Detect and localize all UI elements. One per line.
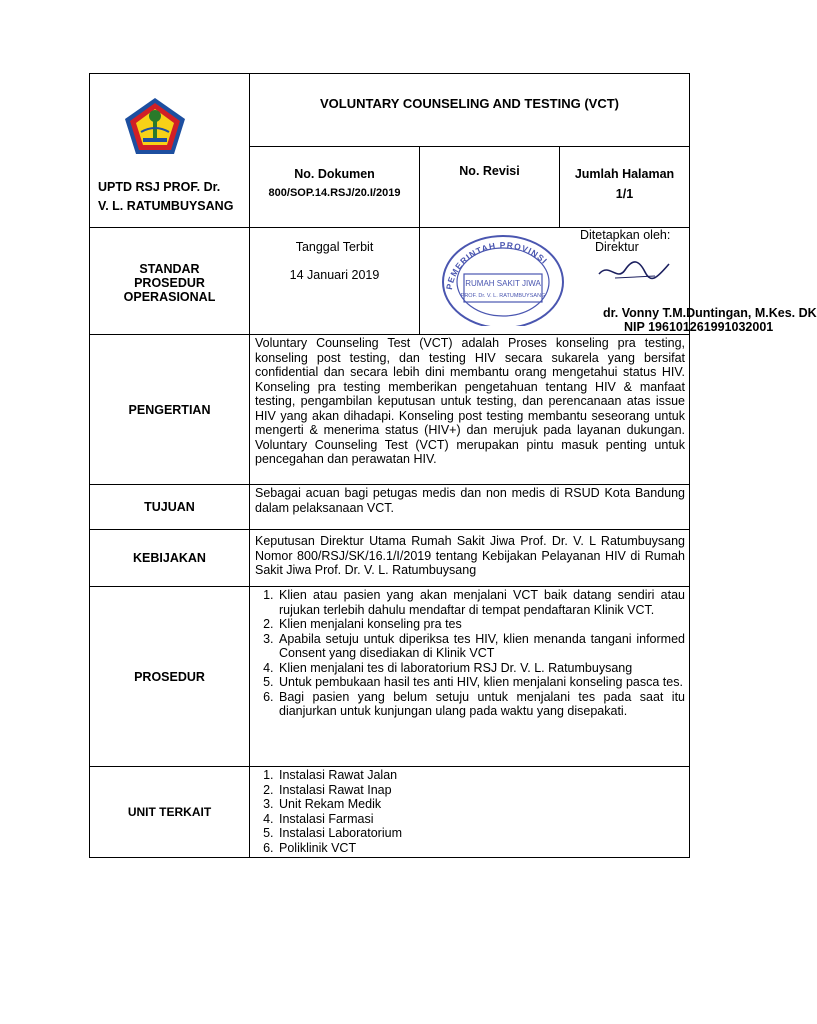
- sop-label-line1: STANDAR: [139, 262, 200, 276]
- document-title: VOLUNTARY COUNSELING AND TESTING (VCT): [320, 96, 619, 111]
- revision-label: No. Revisi: [459, 164, 520, 178]
- unit-item: 3. Unit Rekam Medik: [277, 797, 685, 812]
- hospital-logo: [123, 96, 187, 160]
- sop-label-line3: OPERASIONAL: [123, 290, 216, 304]
- unit-item: 4. Instalasi Farmasi: [277, 812, 685, 827]
- director-signature: [595, 256, 675, 286]
- prosedur-step: 2. Klien menjalani konseling pra tes: [277, 617, 685, 632]
- prosedur-step: 4. Klien menjalani tes di laboratorium RSJ Dr. V. L. Ratumbuysang: [277, 661, 685, 676]
- prosedur-label: PROSEDUR: [134, 669, 205, 684]
- sop-document: [89, 73, 817, 858]
- doc-no-value: 800/SOP.14.RSJ/20.I/2019: [268, 187, 401, 199]
- sop-table: [89, 73, 817, 858]
- prosedur-step: 1. Klien atau pasien yang akan menjalani VCT baik datang sendiri atau rujukan terlebih dahulu mendaftar di tempat pendaftaran Klinik VCT.: [277, 588, 685, 617]
- prosedur-list: [255, 588, 685, 719]
- pengertian-label: PENGERTIAN: [128, 402, 211, 417]
- unit-item: 1. Instalasi Rawat Jalan: [277, 768, 685, 783]
- prosedur-cell: [250, 587, 690, 767]
- institution-line2: V. L. RATUMBUYSANG: [98, 199, 234, 213]
- tujuan-label: TUJUAN: [144, 500, 195, 514]
- unit-terkait-label: UNIT TERKAIT: [127, 805, 212, 819]
- stamp-arc-text: PEMERINTAH PROVINSI: [443, 239, 550, 291]
- institution-line1: UPTD RSJ PROF. Dr.: [98, 180, 221, 194]
- issue-date: 14 Januari 2019: [289, 268, 380, 282]
- stamp-box-line1: RUMAH SAKIT JIWA: [465, 279, 541, 288]
- tujuan-label-cell: [90, 485, 250, 530]
- unit-cell: [250, 767, 690, 858]
- unit-item: 5. Instalasi Laboratorium: [277, 826, 685, 841]
- approval-cell: [420, 228, 817, 335]
- unit-label-cell: [90, 767, 250, 858]
- sop-label-cell: [90, 228, 250, 335]
- director-name: dr. Vonny T.M.Duntingan, M.Kes. DK: [603, 306, 817, 320]
- pages-label: Jumlah Halaman: [574, 167, 675, 181]
- pengertian-text: Voluntary Counseling Test (VCT) adalah Proses konseling pra testing, konseling post testing, dan testing HIV secara sukarela yang bersifat confidential dan secara lebih dini membantu orang mengetahui status HIV. Konseling pra testing memberikan pengetahuan tentang HIV & manfaat testing, pengambilan keputusan untuk testing, dan perencanaan atas issue HIV yang akan dihadapi. Konseling post testing membantu seseorang untuk mengerti & menerima status (HIV+) dan merujuk pada layanan dukungan. Voluntary Counseling Test (VCT) merupakan pintu masuk penting untuk pencegahan dan perawatan HIV.: [250, 335, 690, 485]
- unit-list: [255, 768, 685, 855]
- unit-item: 2. Instalasi Rawat Inap: [277, 783, 685, 798]
- unit-item: 6. Poliklinik VCT: [277, 841, 685, 856]
- official-stamp: [438, 230, 568, 326]
- kebijakan-label: KEBIJAKAN: [133, 551, 206, 565]
- issue-label: Tanggal Terbit: [295, 240, 374, 254]
- tujuan-text: Sebagai acuan bagi petugas medis dan non medis di RSUD Kota Bandung dalam pelaksanaan VCT.: [250, 485, 690, 530]
- prosedur-label-cell: [90, 587, 250, 767]
- prosedur-step: 6. Bagi pasien yang belum setuju untuk menjalani tes pada saat itu dianjurkan untuk kunjungan ulang pada waktu yang disepakati.: [277, 690, 685, 719]
- prosedur-step: 3. Apabila setuju untuk diperiksa tes HIV, klien menanda tangani informed Consent yang disediakan di Klinik VCT: [277, 632, 685, 661]
- pages-value: 1/1: [615, 187, 634, 201]
- director-nip: NIP 196101261991032001: [624, 320, 774, 334]
- kebijakan-label-cell: [90, 530, 250, 587]
- approved-by: Ditetapkan oleh:: [580, 228, 671, 242]
- sop-label-line2: PROSEDUR: [134, 276, 205, 290]
- doc-no-label: No. Dokumen: [294, 167, 375, 181]
- pages-cell: [560, 147, 690, 228]
- prosedur-step: 5. Untuk pembukaan hasil tes anti HIV, klien menjalani konseling pasca tes.: [277, 675, 685, 690]
- kebijakan-text: Keputusan Direktur Utama Rumah Sakit Jiwa Prof. Dr. V. L Ratumbuysang Nomor 800/RSJ/SK/16.1/I/2019 tentang Kebijakan Pelayanan HIV di Rumah Sakit Jiwa Prof. Dr. V. L. Ratumbuysang: [250, 530, 690, 587]
- issue-cell: [250, 228, 420, 335]
- title-cell: [250, 74, 690, 147]
- stamp-box-line2: PROF. Dr. V. L. RATUMBUYSANG: [460, 293, 546, 299]
- revision-cell: [420, 147, 560, 228]
- approver-title: Direktur: [595, 240, 639, 254]
- pengertian-label-cell: [90, 335, 250, 485]
- doc-no-cell: [250, 147, 420, 228]
- institution-cell: [90, 74, 250, 228]
